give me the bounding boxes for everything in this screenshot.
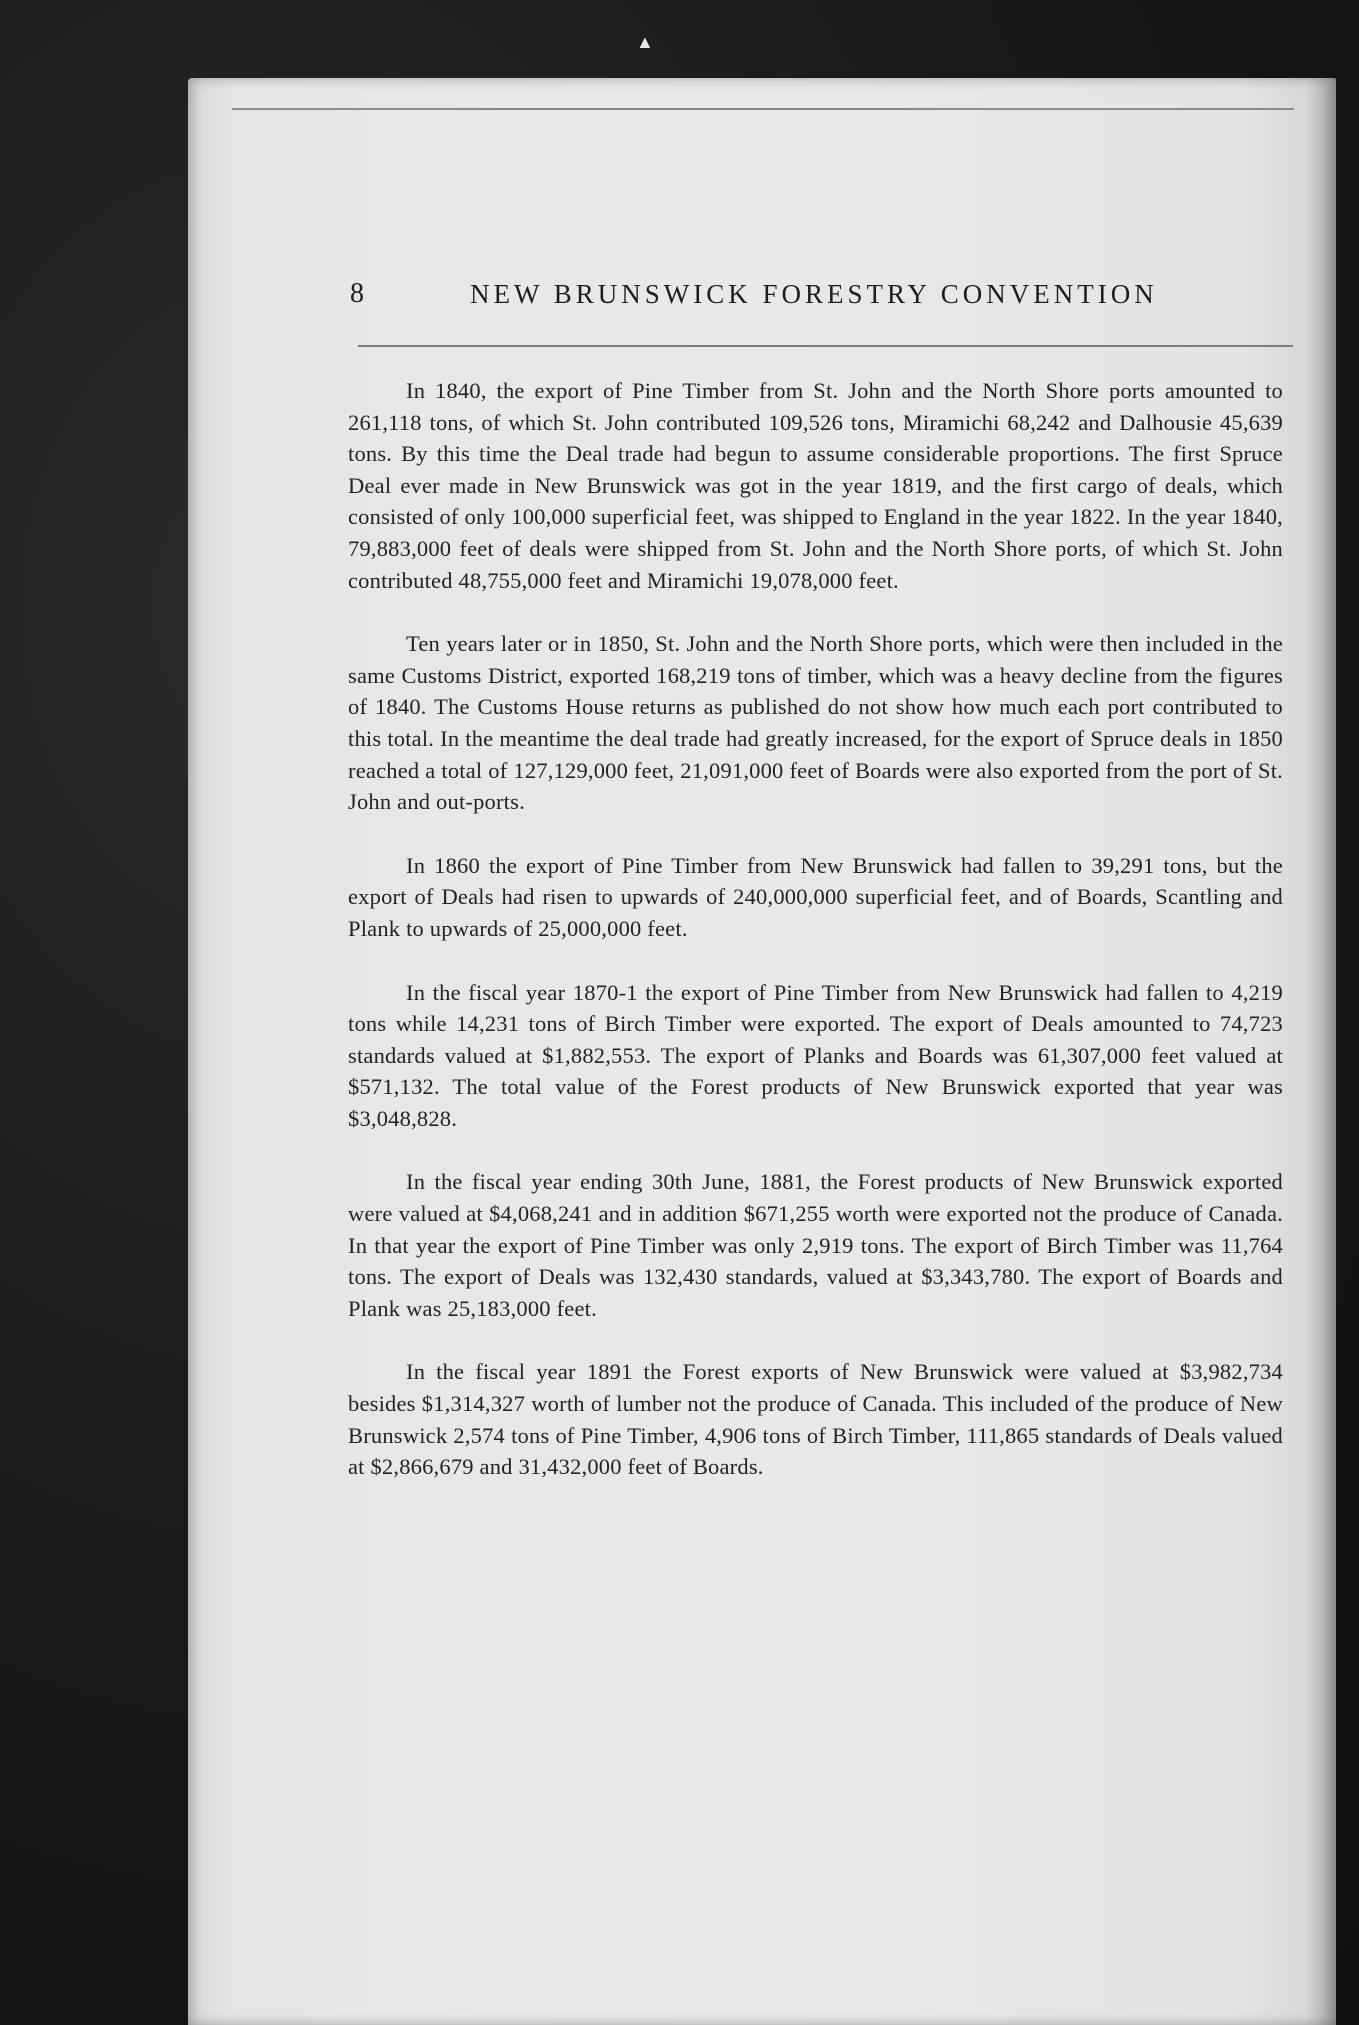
paragraph-1870: In the fiscal year 1870-1 the export of Pine Timber from New Brunswick had fallen to 4,219 tons while 14,231 tons of Birch Timber were exported. The export of Deals amounted to 74,723 standards valued at $1,882,553. The export of Planks and Boards was 61,307,000 feet valued at $571,132. The total value of the Forest products of New Brunswick exported that year was $3,048,828.	[348, 979, 1283, 1131]
page-number: 8	[350, 278, 365, 309]
paragraph-1850: Ten years later or in 1850, St. John and the North Shore ports, which were then included in the same Customs District, exported 168,219 tons of timber, which was a heavy decline from the figures of 1840. The Customs House returns as published do not show how much each port contributed to this total. In the meantime the deal trade had greatly increased, for the export of Spruce deals in 1850 reached a total of 127,129,000 feet, 21,091,000 feet of Boards were also exported from the port of St. John and out-ports.	[348, 631, 1283, 815]
running-title: NEW BRUNSWICK FORESTRY CONVENTION	[470, 279, 1158, 309]
scan-speck-top: ▲	[636, 32, 654, 52]
body-text	[348, 375, 1283, 1515]
paragraph-1891: In the fiscal year 1891 the Forest exports of New Brunswick were valued at $3,982,734 besides $1,314,327 worth of lumber not the produce of Canada. This included of the produce of New Brunswick 2,574 tons of Pine Timber, 4,906 tons of Birch Timber, 111,865 standards of Deals valued at $2,866,679 and 31,432,000 feet of Boards.	[348, 1359, 1283, 1480]
paragraph-1840: In 1840, the export of Pine Timber from St. John and the North Shore ports amounted to 261,118 tons, of which St. John contributed 109,526 tons, Miramichi 68,242 and Dalhousie 45,639 tons. By this time the Deal trade had begun to assume considerable proportions. The first Spruce Deal ever made in New Brunswick was got in the year 1819, and the first cargo of deals, which consisted of only 100,000 superficial feet, was shipped to England in the year 1822. In the year 1840, 79,883,000 feet of deals were shipped from St. John and the North Shore ports, of which St. John contributed 48,755,000 feet and Miramichi 19,078,000 feet.	[348, 378, 1283, 593]
page-header	[350, 278, 1310, 318]
page-top-rule	[232, 108, 1294, 110]
page-edge-shadow	[1306, 78, 1336, 2025]
paragraph-1881: In the fiscal year ending 30th June, 1881, the Forest products of New Brunswick exported were valued at $4,068,241 and in addition $671,255 worth were exported not the produce of Canada. In that year the export of Pine Timber was only 2,919 tons. The export of Birch Timber was 11,764 tons. The export of Deals was 132,430 standards, valued at $3,343,780. The export of Boards and Plank was 25,183,000 feet.	[348, 1169, 1283, 1321]
header-rule	[358, 345, 1293, 347]
paragraph-1860: In 1860 the export of Pine Timber from New Brunswick had fallen to 39,291 tons, but the export of Deals had risen to upwards of 240,000,000 superficial feet, and of Boards, Scantling and Plank to upwards of 25,000,000 feet.	[348, 852, 1283, 941]
